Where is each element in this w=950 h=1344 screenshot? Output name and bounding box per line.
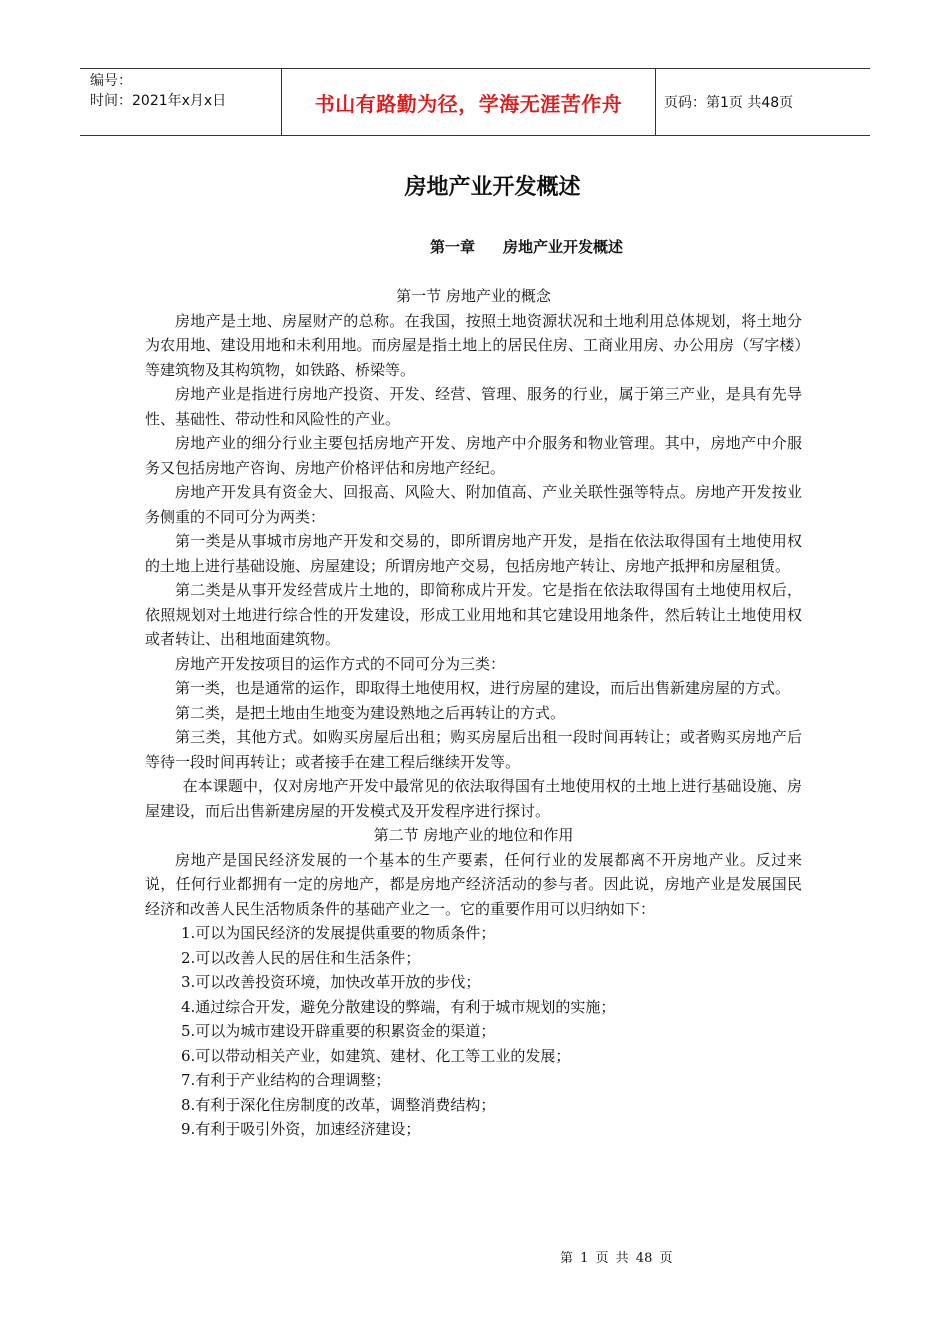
list-item: 7.有利于产业结构的合理调整； bbox=[181, 1071, 391, 1089]
page-footer: 第 1 页 共 48 页 bbox=[560, 1251, 673, 1266]
section-title: 第一节 房地产业的概念 bbox=[396, 287, 551, 305]
list-item: 5.可以为城市建设开辟重要的积累资金的渠道； bbox=[181, 1022, 496, 1040]
paragraph: 房地产开发具有资金大、回报高、风险大、附加值高、产业关联性强等特点。房地产开发按业务侧重的不同可分为两类： bbox=[145, 483, 802, 526]
paragraph: 房地产是土地、房屋财产的总称。在我国，按照土地资源状况和土地利用总体规划，将土地分为农用地、建设用地和未利用地。而房屋是指土地上的居民住房、工商业用房、办公用房（写字楼）等建筑物及其构筑物，如铁路、桥梁等。 bbox=[145, 311, 802, 379]
list-item: 9.有利于吸引外资，加速经济建设； bbox=[181, 1120, 421, 1138]
header-motto: 书山有路勤为径，学海无涯苦作舟 bbox=[281, 69, 656, 135]
header-page-info: 页码：第1页 共48页 bbox=[664, 95, 794, 111]
chapter-heading bbox=[430, 236, 623, 257]
header-meta bbox=[80, 69, 281, 135]
section-title: 第二节 房地产业的地位和作用 bbox=[373, 826, 574, 844]
paragraph: 房地产是国民经济发展的一个基本的生产要素，任何行业的发展都离不开房地产业。反过来说，任何行业都拥有一定的房地产，都是房地产经济活动的参与者。因此说，房地产业是发展国民经济和改善人民生活物质条件的基础产业之一。它的重要作用可以归纳如下： bbox=[145, 850, 802, 918]
paragraph: 房地产业是指进行房地产投资、开发、经营、管理、服务的行业，属于第三产业，是具有先导性、基础性、带动性和风险性的产业。 bbox=[145, 385, 802, 428]
list-item: 1.可以为国民经济的发展提供重要的物质条件； bbox=[181, 924, 496, 942]
list-item: 4.通过综合开发，避免分散建设的弊端，有利于城市规划的实施； bbox=[181, 997, 616, 1016]
list-item: 8.有利于深化住房制度的改革，调整消费结构； bbox=[181, 1095, 496, 1114]
list-item: 6.可以带动相关产业，如建筑、建材、化工等工业的发展； bbox=[181, 1046, 571, 1065]
paragraph: 第二类，是把土地由生地变为建设熟地之后再转让的方式。 bbox=[175, 703, 566, 722]
list-item: 2.可以改善人民的居住和生活条件； bbox=[181, 948, 421, 967]
document-header bbox=[80, 68, 870, 136]
document-title: 房地产业开发概述 bbox=[404, 175, 581, 200]
list-item: 3.可以改善投资环境，加快改革开放的步伐； bbox=[181, 973, 481, 991]
paragraph: 第二类是从事开发经营成片土地的，即简称成片开发。它是指在依法取得国有土地使用权后，依照规划对土地进行综合性的开发建设，形成工业用地和其它建设用地条件，然后转让土地使用权或者转让、出租地面建筑物。 bbox=[145, 581, 802, 648]
document-body bbox=[145, 284, 802, 1142]
paragraph: 房地产开发按项目的运作方式的不同可分为三类： bbox=[175, 654, 506, 673]
paragraph: 第一类是从事城市房地产开发和交易的，即所谓房地产开发，是指在依法取得国有土地使用权的土地上进行基础设施、房屋建设；所谓房地产交易，包括房地产转让、房地产抵押和房屋租赁。 bbox=[145, 532, 802, 575]
paragraph: 房地产业的细分行业主要包括房地产开发、房地产中介服务和物业管理。其中，房地产中介服务又包括房地产咨询、房地产价格评估和房地产经纪。 bbox=[145, 434, 802, 477]
paragraph: 第三类，其他方式。如购买房屋后出租；购买房屋后出租一段时间再转让；或者购买房地产后等待一段时间再转让；或者接手在建工程后继续开发等。 bbox=[145, 728, 802, 771]
chapter-number: 第一章 bbox=[430, 238, 476, 256]
paragraph: 第一类，也是通常的运作，即取得土地使用权，进行房屋的建设，而后出售新建房屋的方式。 bbox=[175, 679, 791, 697]
time-label: 时间：2021年x月x日 bbox=[90, 93, 227, 109]
paragraph: 在本课题中，仅对房地产开发中最常见的依法取得国有土地使用权的土地上进行基础设施、房屋建设，而后出售新建房屋的开发模式及开发程序进行探讨。 bbox=[145, 777, 802, 820]
number-label: 编号： bbox=[90, 73, 132, 89]
chapter-title: 房地产业开发概述 bbox=[503, 238, 624, 256]
